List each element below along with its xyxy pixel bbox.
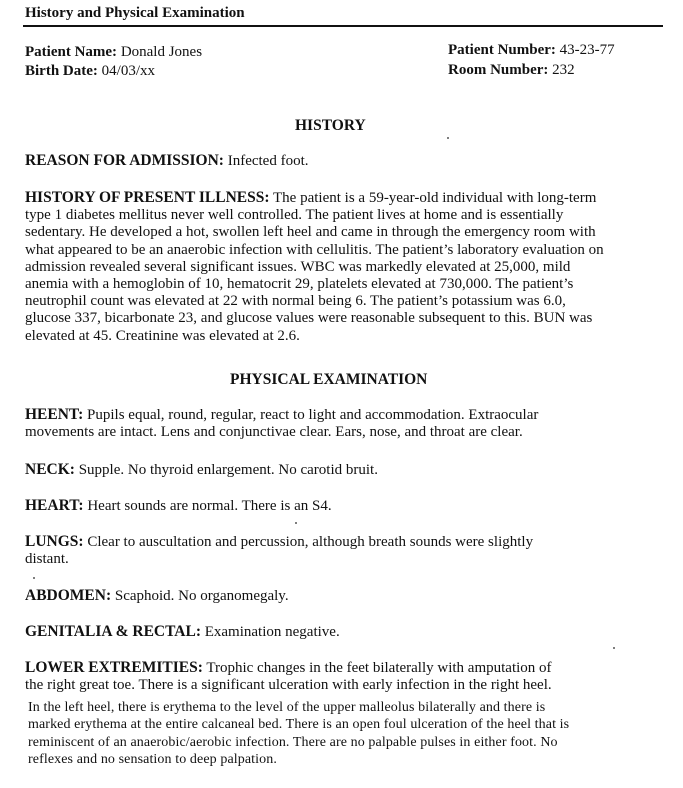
- lower-extremities-continued-line: reflexes and no sensation to deep palpation.: [28, 751, 277, 767]
- lower-extremities-continued: [28, 699, 569, 768]
- abdomen-paragraph: [25, 587, 289, 605]
- neck-text: Supple. No thyroid enlargement. No carotid bruit.: [78, 462, 378, 478]
- patient-name-value: Donald Jones: [120, 44, 203, 60]
- room-number-row: [448, 62, 575, 79]
- birth-date-label: Birth Date:: [25, 63, 98, 79]
- scan-speck: [447, 137, 449, 139]
- hpi-line: neutrophil count was elevated at 22 with normal being 6. The patient’s potassium was 6.0,: [25, 293, 566, 310]
- lower-extremities-line: Trophic changes in the feet bilaterally with amputation of: [206, 660, 552, 676]
- scan-speck: [613, 647, 615, 649]
- heent-label: HEENT:: [25, 406, 84, 423]
- lower-extremities-continued-line: In the left heel, there is erythema to the level of the upper malleolus bilaterally and there is: [28, 700, 546, 715]
- hpi-line: sedentary. He developed a hot, swollen left heel and came in through the emergency room with: [25, 224, 596, 241]
- physical-exam-heading: PHYSICAL EXAMINATION: [230, 371, 428, 388]
- genitalia-label: GENITALIA & RECTAL:: [25, 623, 201, 640]
- lower-extremities-continued-line: reminiscent of an anaerobic/aerobic infection. There are no palpable pulses in either foot. No: [28, 734, 558, 750]
- history-heading: HISTORY: [295, 117, 366, 134]
- title-divider: [23, 25, 663, 27]
- hpi-line: admission revealed several significant issues. WBC was markedly elevated at 25,000, mild: [25, 258, 571, 275]
- heent-paragraph: [25, 406, 538, 441]
- neck-label: NECK:: [25, 461, 75, 478]
- genitalia-text: Examination negative.: [204, 624, 340, 640]
- lungs-paragraph: [25, 533, 533, 568]
- heent-line: movements are intact. Lens and conjunctivae clear. Ears, nose, and throat are clear.: [25, 424, 523, 441]
- neck-paragraph: [25, 461, 378, 479]
- lungs-line: distant.: [25, 551, 69, 568]
- hpi-line: elevated at 45. Creatinine was elevated at 2.6.: [25, 327, 300, 344]
- hpi-paragraph: [25, 189, 604, 345]
- room-number-label: Room Number:: [448, 62, 549, 78]
- heart-label: HEART:: [25, 497, 84, 514]
- lungs-label: LUNGS:: [25, 533, 84, 550]
- abdomen-label: ABDOMEN:: [25, 587, 112, 604]
- reason-paragraph: [25, 152, 309, 170]
- lungs-line: Clear to auscultation and percussion, although breath sounds were slightly: [87, 534, 534, 550]
- birth-date-value: 04/03/xx: [101, 63, 155, 79]
- hpi-label: HISTORY OF PRESENT ILLNESS:: [25, 189, 270, 206]
- birth-date-row: [25, 63, 155, 80]
- patient-number-value: 43-23-77: [559, 42, 615, 58]
- lower-extremities-paragraph: [25, 659, 552, 694]
- patient-name-row: [25, 44, 202, 61]
- hpi-line: what appeared to be an anaerobic infection with cellulitis. The patient’s laboratory evaluation on: [25, 241, 604, 258]
- hpi-line: glucose 337, bicarbonate 23, and glucose values were reasonable subsequent to this. BUN was: [25, 310, 593, 327]
- heent-line: Pupils equal, round, regular, react to light and accommodation. Extraocular: [87, 407, 539, 423]
- hpi-line: anemia with a hemoglobin of 10, hematocrit 29, platelets elevated at 730,000. The patient’s: [25, 276, 574, 293]
- genitalia-paragraph: [25, 623, 340, 641]
- patient-number-label: Patient Number:: [448, 42, 556, 58]
- scan-speck: [295, 522, 297, 524]
- hpi-line: The patient is a 59-year-old individual with long-term: [273, 190, 597, 206]
- lower-extremities-line: the right great toe. There is a significant ulceration with early infection in the right heel.: [25, 677, 552, 694]
- hpi-line: type 1 diabetes mellitus never well controlled. The patient lives at home and is essentially: [25, 207, 564, 224]
- document-title: History and Physical Examination: [25, 5, 245, 21]
- heart-paragraph: [25, 497, 332, 515]
- patient-number-row: [448, 42, 615, 59]
- scan-speck: [33, 577, 35, 579]
- patient-name-label: Patient Name:: [25, 44, 118, 60]
- abdomen-text: Scaphoid. No organomegaly.: [114, 588, 289, 604]
- lower-extremities-continued-line: marked erythema at the entire calcaneal bed. There is an open foul ulceration of the heel that is: [28, 717, 570, 733]
- reason-text: Infected foot.: [227, 153, 309, 169]
- reason-label: REASON FOR ADMISSION:: [25, 152, 224, 169]
- room-number-value: 232: [552, 62, 575, 78]
- heart-text: Heart sounds are normal. There is an S4.: [87, 498, 332, 514]
- lower-extremities-label: LOWER EXTREMITIES:: [25, 659, 203, 676]
